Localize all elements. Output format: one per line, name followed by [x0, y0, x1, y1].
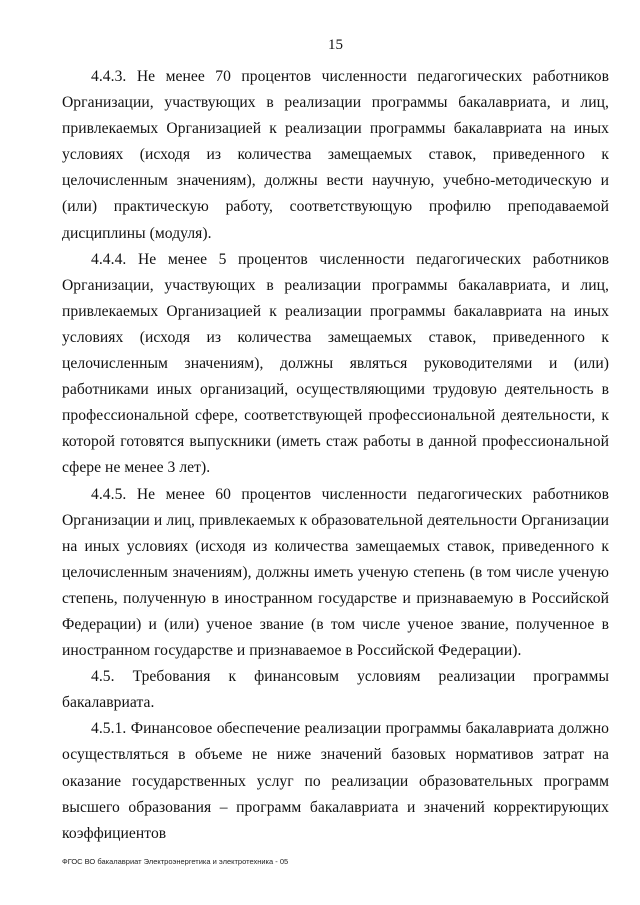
paragraph-4-4-5: 4.4.5. Не менее 60 процентов численности педагогических работников Организации и лиц, привлекаемых к образовательной деятельности Организации на иных условиях (исходя из количества замещаемых ставок, приведенного к целочисленным значениям), должны иметь ученую степень (в том числе ученую степень, полученную в иностранном государстве и признаваемую в Российской Федерации) и (или) ученое звание (в том числе ученое звание, полученное в иностранном государстве и признаваемое в Российской Федерации).	[62, 485, 609, 660]
paragraph-4-4-4: 4.4.4. Не менее 5 процентов численности педагогических работников Организации, участвующих в реализации программы бакалавриата, и лиц, привлекаемых Организацией к реализации программы бакалавриата на иных условиях (исходя из количества замещаемых ставок, приведенного к целочисленным значениям), должны являться руководителями и (или) работниками иных организаций, осуществляющими трудовую деятельность в профессиональной сфере, соответствующей профессиональной деятельности, к которой готовятся выпускники (иметь стаж работы в данной профессиональной сфере не менее 3 лет).	[62, 250, 609, 477]
page-number: 15	[328, 37, 343, 53]
paragraph-4-4-3: 4.4.3. Не менее 70 процентов численности педагогических работников Организации, участвующих в реализации программы бакалавриата, и лиц, привлекаемых Организацией к реализации программы бакалавриата на иных условиях (исходя из количества замещаемых ставок, приведенного к целочисленным значениям), должны вести научную, учебно-методическую и (или) практическую работу, соответствующую профилю преподаваемой дисциплины (модуля).	[62, 68, 609, 242]
page-footer: ФГОС ВО бакалавриат Электроэнергетика и электротехника - 05	[62, 857, 289, 866]
paragraph-4-5-1: 4.5.1. Финансовое обеспечение реализации программы бакалавриата должно осуществляться в объеме не ниже значений базовых нормативов затрат на оказание государственных услуг по реализации образовательных программ высшего образования – программ бакалавриата и значений корректирующих коэффициентов	[62, 720, 609, 842]
paragraph-4-5: 4.5. Требования к финансовым условиям реализации программы бакалавриата.	[62, 668, 609, 712]
